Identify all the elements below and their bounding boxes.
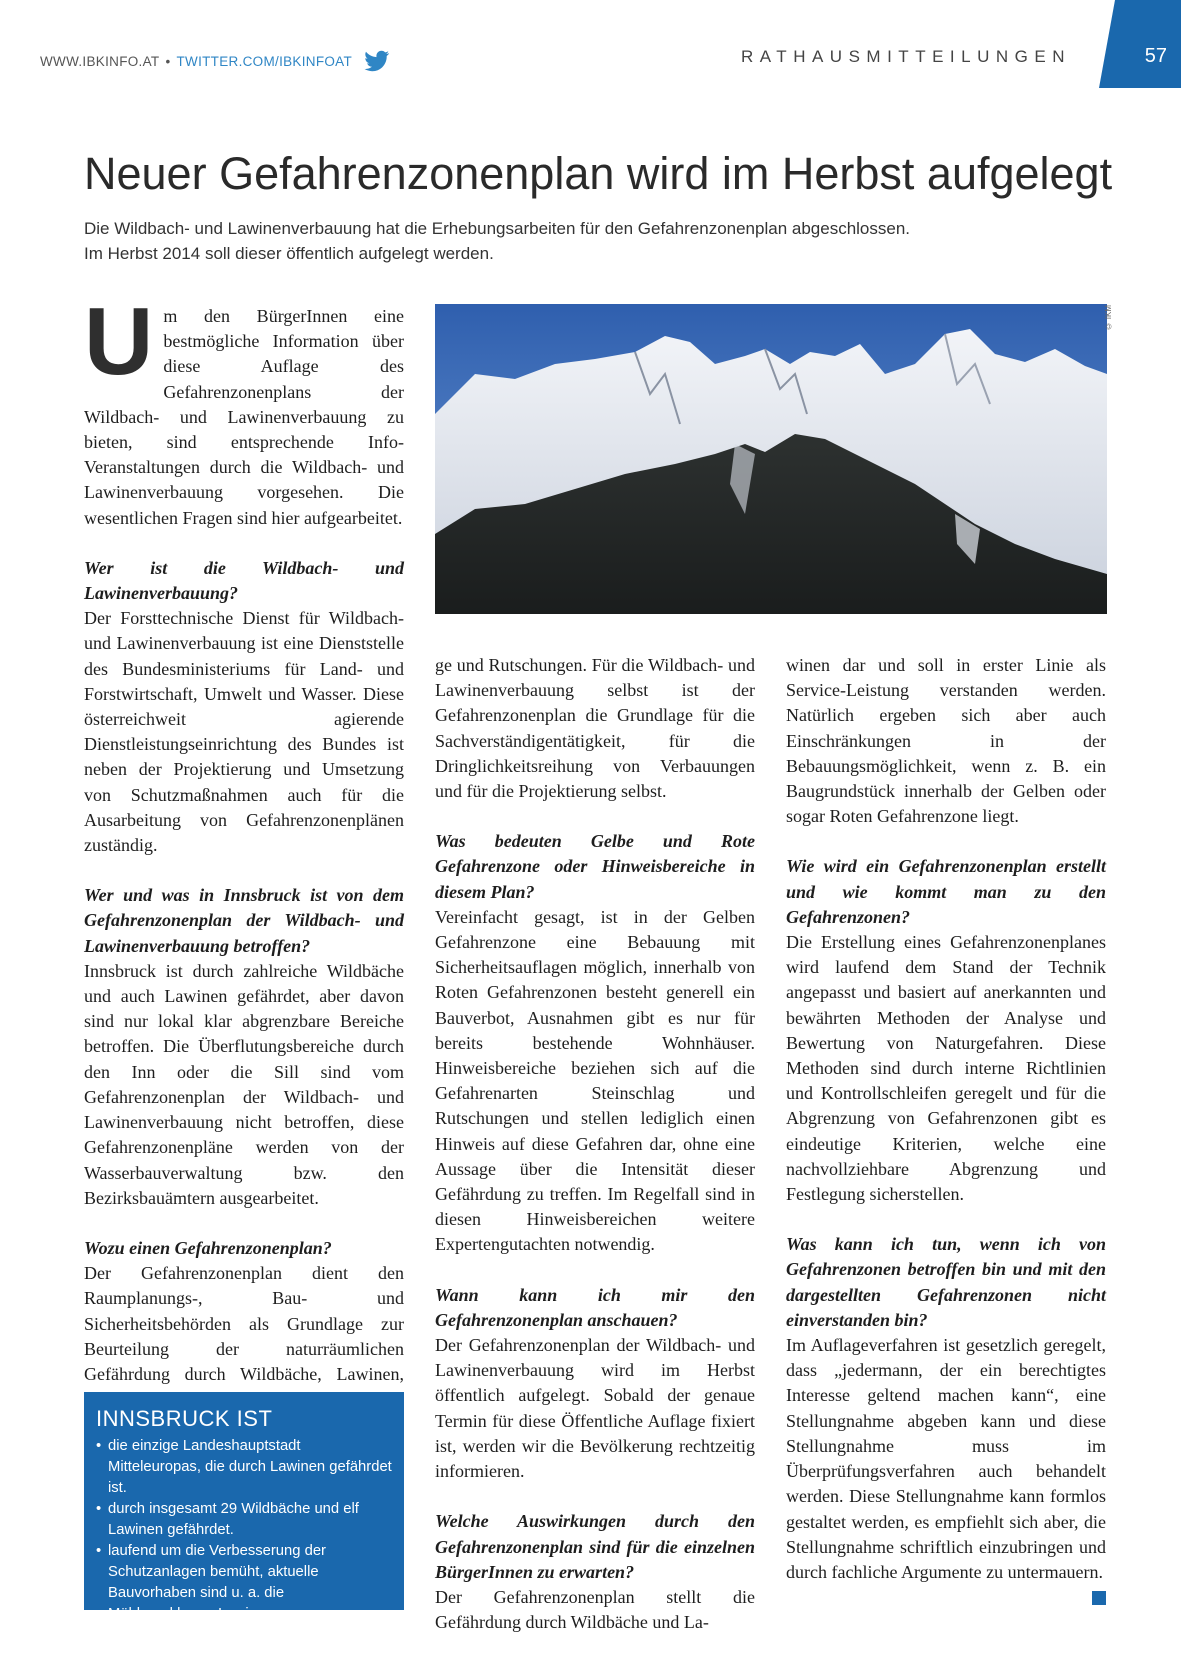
twitter-bird-icon (364, 50, 390, 72)
answer-4: Vereinfacht gesagt, ist in der Gelben Gefahrenzone eine Bebauung mit Sicherheitsauflagen möglich, innerhalb von Roten Gefahrenzonen besteht generell ein Bauverbot, Ausnahmen gibt es nur für bereits bestehende Wohnhäuser. Hinweisbereiche beziehen sich auf die Gefahrenarten Steinschlag und Rutschungen und stellen lediglich einen Hinweis auf diese Gefahren dar, ohne eine Aussage über die Intensität dieser Gefährdung zu treffen. Im Regelfall sind in diesen Hinweisbereichen weitere Expertengutachten notwendig. (435, 906, 755, 1255)
column-1 (84, 288, 404, 1412)
website-link[interactable]: WWW.IBKINFO.AT (40, 53, 160, 69)
article-lead (84, 216, 1124, 266)
info-box (84, 1392, 404, 1622)
intro-paragraph (84, 288, 404, 531)
lead-line-1: Die Wildbach- und Lawinenverbauung hat die Erhebungsarbeiten für den Gefahrenzonenplan abgeschlossen. (84, 219, 911, 238)
header-separator: • (165, 53, 171, 69)
question-5: Wann kann ich mir den Gefahrenzonenplan anschauen? (435, 1284, 755, 1330)
question-6: Welche Auswirkungen durch den Gefahrenzonenplan sind für die einzelnen BürgerInnen zu erwarten? (435, 1511, 755, 1582)
mountain-photo (435, 304, 1107, 614)
answer-1: Der Forsttechnische Dienst für Wildbach- und Lawinenverbauung ist eine Dienststelle des Bundesministeriums für Land- und Forstwirtschaft, Umwelt und Wasser. Diese österreichweit agierende Dienstleistungseinrichtung des Bundes ist neben der Projektierung und Umsetzung von Schutzmaßnahmen auch für die Ausarbeitung von Gefahrenzonenplänen zuständig. (84, 608, 404, 856)
twitter-link[interactable]: TWITTER.COM/IBKINFOAT (176, 53, 353, 69)
column-3 (786, 653, 1106, 1585)
info-box-item: • durch insgesamt 29 Wildbäche und elf Lawinen gefährdet. (96, 1499, 392, 1541)
answer-8: Im Auflageverfahren ist gesetzlich geregelt, dass „jedermann, der ein berechtigtes Interesse geltend machen kann“, eine Stellungnahme abgeben kann und diese Stellungnahme muss im Überprüfungsverfahren auch behandelt werden. Diese Stellungnahme kann formlos gestaltet werden, es empfiehlt sich aber, die Stellungnahme schriftlich einzubringen und durch fachliche Argumente zu untermauern. (786, 1335, 1106, 1582)
question-2: Wer und was in Innsbruck ist von dem Gefahrenzonenplan der Wildbach- und Lawinenverbauung betroffen? (84, 885, 404, 956)
info-box-item: • laufend um die Verbesserung der Schutzanlagen bemüht, aktuelle Bauvorhaben sind u. a. die Mühlauerklamm-Lawine. (96, 1541, 392, 1625)
answer-6-part-1: Der Gefahrenzonenplan stellt die Gefährdung durch Wildbäche und La- (435, 1586, 755, 1633)
section-title: RATHAUSMITTEILUNGEN (740, 47, 1071, 66)
question-8: Was kann ich tun, wenn ich von Gefahrenzonen betroffen bin und mit den dargestellten Gefahrenzonen nicht einverstanden bin? (786, 1234, 1106, 1330)
answer-6-part-2: winen dar und soll in erster Linie als Service-Leistung verstanden werden. Natürlich ergeben sich aber auch Einschränkungen in der Bebauungsmöglichkeit, wenn z. B. ein Baugrundstück innerhalb der Gelben oder sogar Roten Gefahrenzone liegt. (786, 655, 1106, 827)
article-end-marker (1092, 1591, 1106, 1605)
answer-7: Die Erstellung eines Gefahrenzonenplanes wird laufend dem Stand der Technik angepasst und basiert auf anerkannten und bewährten Methoden der Analyse und Bewertung von Naturgefahren. Diese Methoden sind durch interne Richtlinien und Kontrollschleifen geregelt und für die Abgrenzung von Gefahrenzonen gibt es eindeutige Kriterien, welche eine nachvollziehbare Abgrenzung und Festlegung sicherstellen. (786, 932, 1106, 1205)
question-4: Was bedeuten Gelbe und Rote Gefahrenzone oder Hinweisbereiche in diesem Plan? (435, 831, 755, 902)
photo-credit: © IKM (1104, 305, 1113, 331)
question-3: Wozu einen Gefahrenzonenplan? (84, 1237, 332, 1258)
answer-3-part-1: Der Gefahrenzonenplan dient den Raumplanungs-, Bau- und Sicherheitsbehörden als Grundlage zur Beurteilung der naturräumlichen Gefährdung durch Wildbäche, Lawinen, (84, 1263, 404, 1384)
answer-3-part-2: ge und Rutschungen. Für die Wildbach- und Lawinenverbauung selbst ist der Gefahrenzonenplan die Grundlage für die Sachverständigentätigkeit, für die Dringlichkeitsreihung von Verbauungen und für die Projektierung selbst. (435, 655, 755, 802)
column-2 (435, 653, 755, 1635)
info-box-item: • die einzige Landeshauptstadt Mitteleuropas, die durch Lawinen gefährdet ist. (96, 1436, 392, 1499)
question-1: Wer ist die Wildbach- und Lawinenverbauung? (84, 557, 404, 604)
lead-line-2: Im Herbst 2014 soll dieser öffentlich aufgelegt werden. (84, 244, 494, 263)
answer-5: Der Gefahrenzonenplan der Wildbach- und Lawinenverbauung wird im Herbst öffentlich aufgelegt. Sobald der genaue Termin für diese Öffentliche Auflage fixiert ist, werden wir die Bevölkerung rechtzeitig informieren. (435, 1335, 755, 1482)
question-7: Wie wird ein Gefahrenzonenplan erstellt und wie kommt man zu den Gefahrenzonen? (786, 856, 1106, 927)
drop-cap: U (84, 288, 154, 395)
page-number: 57 (1144, 45, 1167, 67)
info-box-list (96, 1436, 392, 1625)
info-box-title: INNSBRUCK IST (96, 1406, 273, 1431)
header-links (40, 50, 390, 72)
page-number-tab (1099, 0, 1181, 88)
intro-text: m den BürgerInnen eine bestmögliche Information über diese Auflage des Gefahrenzonenplans der Wildbach- und Lawinenverbauung zu bieten, sind entsprechende Info-Veranstaltungen durch die Wildbach- und Lawinenverbauung vorgesehen. Die wesentlichen Fragen sind hier aufgearbeitet. (84, 306, 404, 528)
article-title: Neuer Gefahrenzonenplan wird im Herbst aufgelegt (84, 148, 1113, 199)
answer-2: Innsbruck ist durch zahlreiche Wildbäche und auch Lawinen gefährdet, aber davon sind nur lokal klar abgrenzbare Bereiche betroffen. Die Überflutungsbereiche durch den Inn oder die Sill sind vom Gefahrenzonenplan der Wildbach- und Lawinenverbauung nicht betroffen, diese Gefahrenzonenpläne werden von der Wasserbauverwaltung bzw. den Bezirksbauämtern ausgearbeitet. (84, 960, 404, 1208)
